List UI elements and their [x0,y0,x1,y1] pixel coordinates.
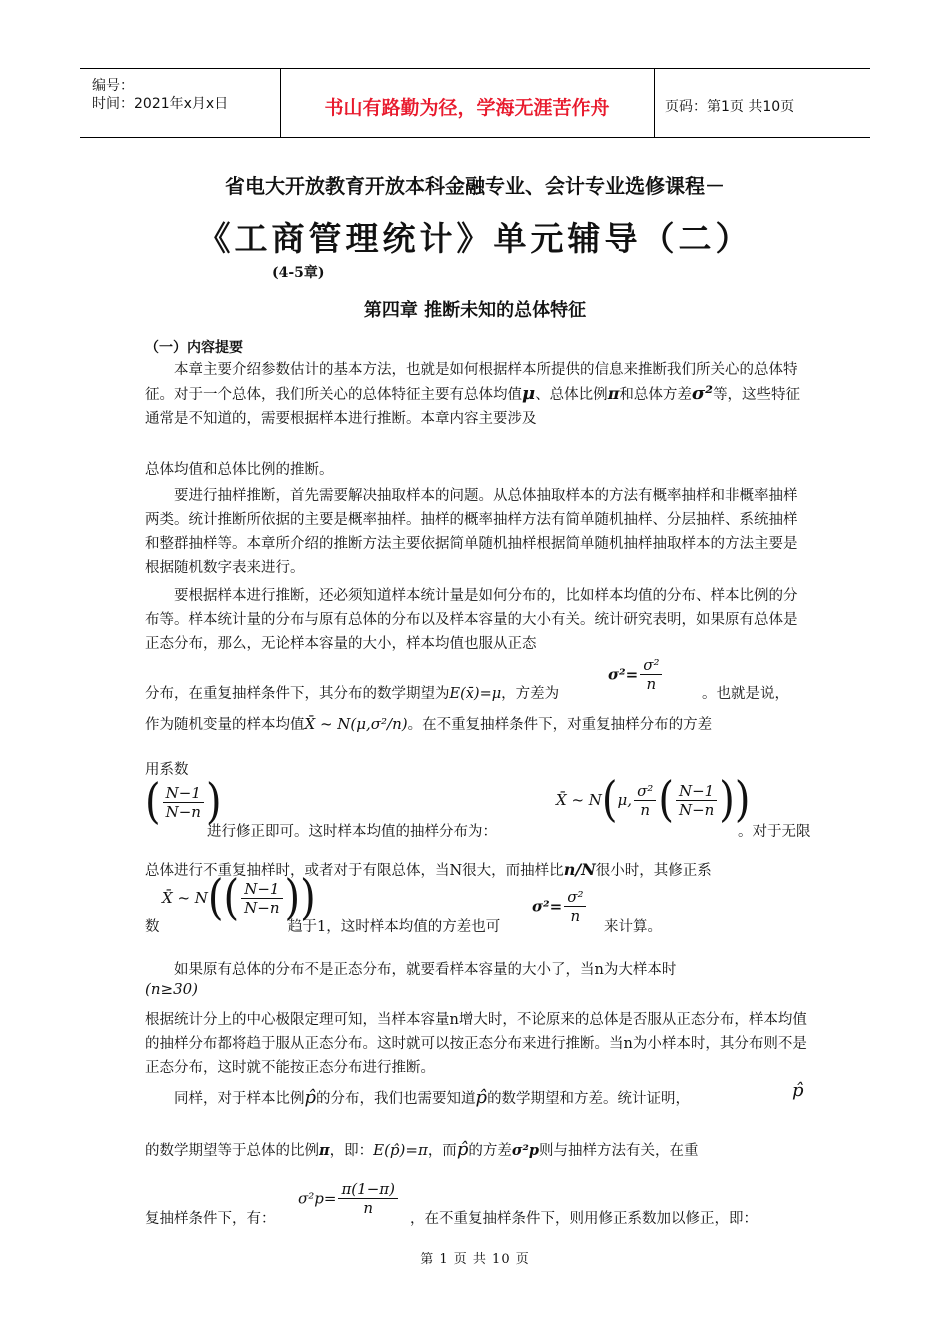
text: ，方差为 [501,686,560,702]
text-repeat: 复抽样条件下，有： [145,1211,276,1227]
var-fraction [634,782,656,819]
page-header [80,68,870,138]
line-expect-p [145,1138,810,1163]
distribution-formula: X̄ ~ N(μ,σ²/n) [304,715,408,733]
prefix: X̄ ~ N [162,889,208,907]
variance-fraction [640,656,662,693]
pi-symbol: π [319,1142,330,1159]
corrected-distribution [556,772,751,828]
condition: (n≥30) [145,980,199,998]
text: 。在不重复抽样条件下，对重复抽样分布的方差 [407,717,713,733]
variance-formula [608,656,664,693]
denominator: n [646,675,657,693]
phat-symbol: p̂ [475,1087,488,1108]
text-tends: 趋于1，这时样本均值的方差也可 [288,919,501,935]
motto: 书山有路勤为径，学海无涯苦作舟 [324,97,610,119]
ratio-formula: n/N [563,860,596,879]
text: 则与抽样方法有关，在重 [539,1143,699,1159]
chapter-heading: 第四章 推断未知的总体特征 [363,300,587,321]
phat-symbol: p̂ [304,1087,317,1108]
text-infinite: 。对于无限 [738,824,811,840]
text: 的数学期望和方差。统计证明， [487,1091,691,1107]
paren: ( [145,774,161,830]
line-dist [145,712,810,737]
correction-fraction [241,880,282,917]
paren: )) [719,772,751,828]
text: 作为随机变量的样本均值 [145,717,305,733]
header-motto-cell [280,69,655,137]
text: 和总体方差 [619,387,692,403]
paren: (( [207,870,240,926]
numerator: π(1−π) [338,1180,398,1199]
prefix: X̄ ~ N [556,791,602,809]
text: 分布，在重复抽样条件下，其分布的数学期望为 [145,686,450,702]
line-coefficient: 用系数 [145,762,189,778]
text: 、总体比例 [535,387,608,403]
expectation-formula: E(x̄)=μ [449,686,502,702]
number-label: 编号： [92,78,134,94]
variance-lhs: σ²= [608,665,639,684]
paragraph-distribution: 要根据样本进行推断，还必须知道样本统计量是如何分布的，比如样本均值的分布、样本比例的分布等。样本统计量的分布与原有总体的分布以及样本容量的大小有关。统计研究表明，如果原有总体是正态分布，那么，无论样本容量的大小，样本均值也服从正态 [145,588,798,652]
course-title: 省电大开放教育开放本科金融专业、会计专业选修课程－ [225,174,725,198]
main-title: 《工商管理统计》单元辅导（二） [197,219,753,258]
line-proportion [145,1086,810,1111]
text: 的分布，我们也需要知道 [316,1091,476,1107]
denominator: N−n [244,898,280,917]
denominator: n [640,800,651,819]
text: 同样，对于样本比例 [174,1091,305,1107]
denominator: N−n [678,800,715,819]
chapter-range: (4-5章) [272,265,325,281]
text-shu: 数 [145,919,160,935]
page-footer: 第 1 页 共 10 页 [420,1252,530,1267]
text: 本章主要介绍参数估计的基本方法，也就是如何根据样本所提供的信息来推断我们所关心的总体特征。对于一个总体，我们所关心的总体特征主要有总体均值 [145,362,798,403]
correction-fraction [676,782,717,819]
paragraph-clt: 根据统计分上的中心极限定理可知，当样本容量n增大时，不论原来的总体是否服从正态分布，样本均值的抽样分布都将趋于服从正态分布。这时就可以按正态分布来进行推断。当n为小样本时，其分布则不是正态分布，这时就不能按正态分布进行推断。 [145,1012,807,1076]
paragraph-intro [145,358,810,431]
numerator: σ² [634,782,656,801]
phat: p̂ [792,1080,804,1101]
numerator: N−1 [241,880,282,899]
mu: μ, [617,791,633,809]
mu-symbol: μ [522,383,536,404]
header-info-cell [80,69,281,137]
text-correction: 进行修正即可。这时样本均值的抽样分布为： [207,824,497,840]
text: 等，这些特征通常是不知道的，需要根据样本进行推断。本章内容主要涉及 [145,387,801,427]
var-p-fraction [338,1180,398,1217]
page-number-label: 页码：第1页 共10页 [665,99,795,115]
lhs: σ²p= [298,1189,337,1208]
numerator: σ² [564,888,586,907]
pi-symbol: π [607,384,620,403]
sigma2-symbol: σ² [691,383,714,404]
text-correct: ，在不重复抽样条件下，则用修正系数加以修正，即： [410,1211,758,1227]
header-page-cell [655,69,870,137]
sigma2p-symbol: σ²p [511,1142,540,1159]
var-p-formula [298,1180,400,1217]
phat-symbol: p̂ [456,1139,469,1160]
text: 很小时，其修正系 [595,863,712,879]
paren: )) [284,870,316,926]
numerator: N−1 [163,784,204,803]
paragraph-clt-intro: 如果原有总体的分布不是正态分布，就要看样本容量的大小了，当n为大样本时 [174,962,677,978]
variance-lhs: σ²= [532,897,563,916]
variance-fraction [564,888,586,925]
text: 总体进行不重复抽样时，或者对于有限总体，当N很大，而抽样比 [145,863,564,879]
text-tail: 。也就是说， [702,686,789,702]
text-calc: 来计算。 [604,919,662,935]
large-sample-condition [145,980,198,998]
numerator: σ² [640,656,662,675]
text: 的方差 [468,1143,512,1159]
phat-symbol-right [792,1080,804,1101]
corr-coefficient-formula [162,870,316,926]
correction-fraction [163,784,204,821]
text: ，即： [329,1143,374,1159]
numerator: N−1 [676,782,717,801]
section-heading: （一）内容提要 [145,340,243,356]
expect-p-formula: E(p̂)=π [373,1141,428,1159]
denominator: n [363,1199,374,1217]
denominator: n [570,907,581,925]
paragraph-intro-end: 总体均值和总体比例的推断。 [145,462,334,478]
text: 的数学期望等于总体的比例 [145,1143,319,1159]
paren: ) [205,774,222,830]
variance-formula-2 [532,888,588,925]
text: ，而 [427,1143,457,1159]
denominator: N−n [165,802,201,821]
correction-factor [145,774,222,830]
paren: ( [601,772,618,828]
time-label: 时间：2021年x月x日 [92,96,229,112]
paragraph-sampling: 要进行抽样推断，首先需要解决抽取样本的问题。从总体抽取样本的方法有概率抽样和非概率抽样两类。统计推断所依据的主要是概率抽样。抽样的概率抽样方法有简单随机抽样、分层抽样、系统抽样和整群抽样等。本章所介绍的推断方法主要依据简单随机抽样根据简单随机抽样抽取样本的方法主要是根据随机数字表来进行。 [145,488,798,576]
paren: ( [658,772,674,828]
